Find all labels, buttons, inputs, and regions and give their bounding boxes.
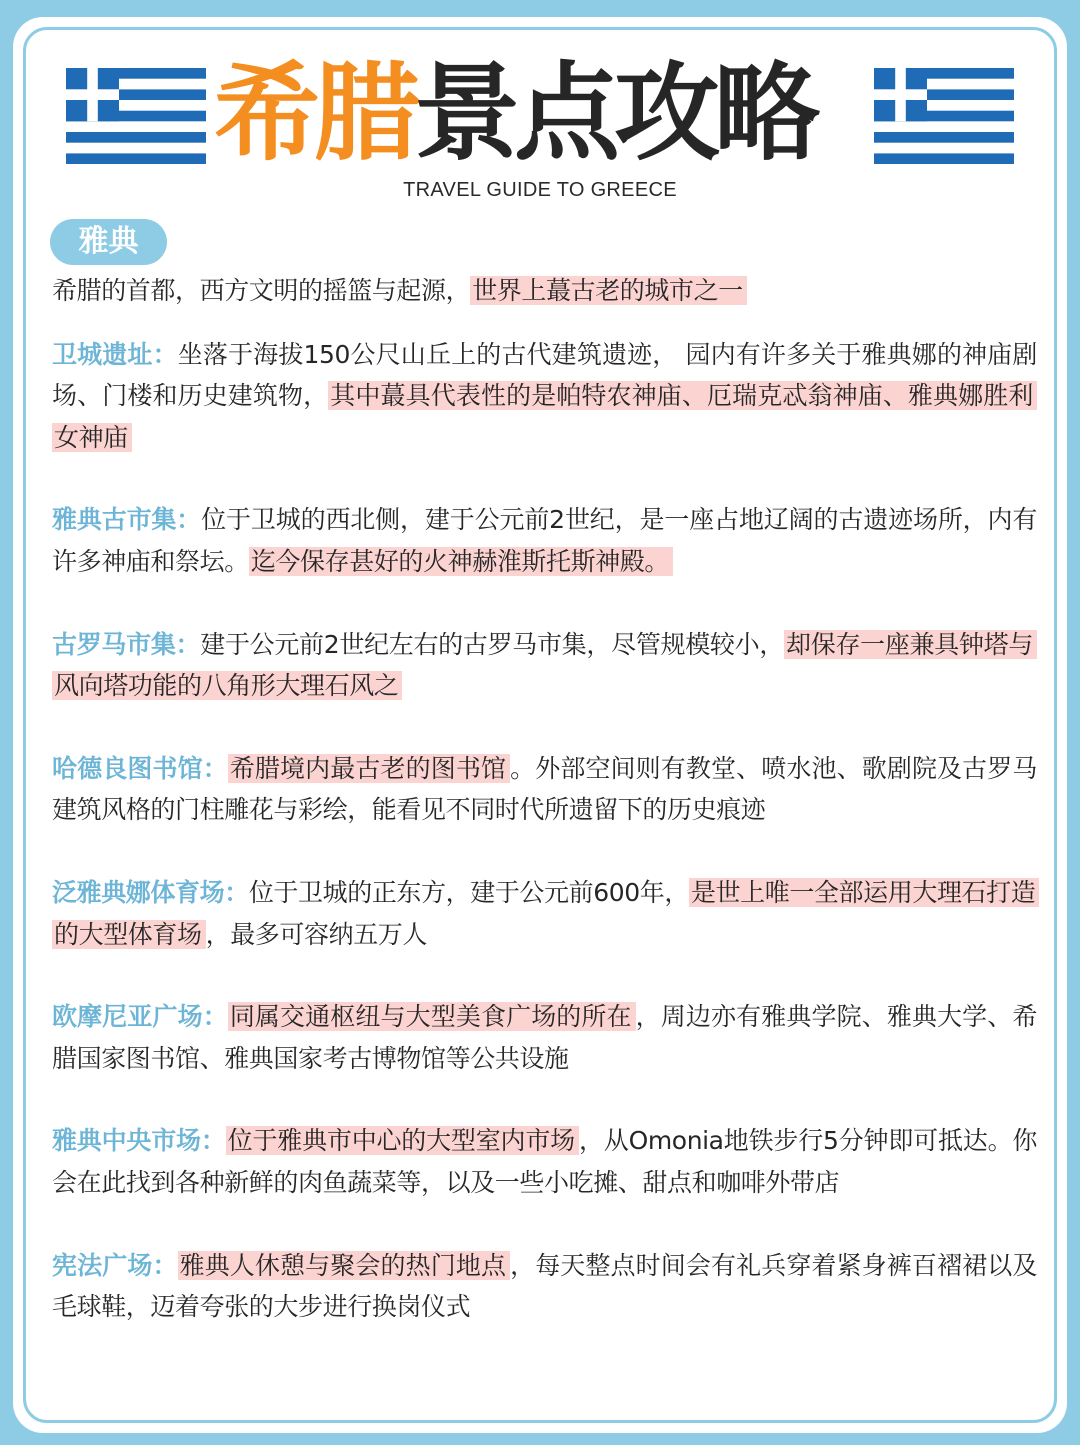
- attraction-text-after: ，周边亦有雅典学院、雅典大学、希腊国家图书馆、雅典国家考古博物馆等公共设施: [52, 1002, 1038, 1073]
- attraction-highlight: 却保存一座兼具钟塔与风向塔功能的八角形大理石风之: [52, 630, 1037, 701]
- attraction-name: 泛雅典娜体育场：: [52, 877, 249, 907]
- attraction-name: 古罗马市集：: [52, 629, 201, 659]
- attraction-entry: [52, 748, 1037, 831]
- greece-flag-icon: [66, 68, 206, 164]
- attraction-list: [52, 270, 1037, 1328]
- attraction-text: 位于卫城的西北侧，建于公元前2世纪，是一座占地辽阔的古遗迹场所，内有许多神庙和祭坛。: [52, 505, 1037, 576]
- attraction-entry: [52, 499, 1037, 582]
- attraction-entry: [52, 996, 1037, 1079]
- attraction-name: 卫城遗址：: [52, 339, 178, 369]
- greece-flag-icon: [874, 68, 1014, 164]
- attraction-entry: [52, 872, 1037, 955]
- attraction-text: 坐落于海拔150公尺山丘上的古代建筑遗迹， 园内有许多关于雅典娜的神庙剧场、门楼和历史建筑物，: [52, 339, 1037, 411]
- attraction-entry: [52, 334, 1037, 459]
- attraction-text-after: ，每天整点时间会有礼兵穿着紧身裤百褶裙以及毛球鞋，迈着夸张的大步进行换岗仪式: [52, 1250, 1037, 1322]
- attraction-name: 宪法广场：: [52, 1250, 178, 1280]
- attraction-entry: [52, 1120, 1037, 1203]
- page-title: [214, 52, 866, 176]
- attraction-highlight: 位于雅典市中心的大型室内市场: [226, 1126, 579, 1155]
- section-intro: [52, 270, 1037, 312]
- attraction-entry: [52, 624, 1037, 707]
- attraction-text-after: ，最多可容纳五万人: [205, 919, 428, 949]
- attraction-highlight: 迄今保存甚好的火神赫淮斯托斯神殿。: [249, 547, 673, 576]
- title-rest: 景点攻略: [414, 52, 814, 175]
- attraction-highlight: 同属交通枢纽与大型美食广场的所在: [228, 1002, 636, 1031]
- attraction-highlight: 希腊境内最古老的图书馆: [228, 754, 510, 783]
- page-subtitle: TRAVEL GUIDE TO GREECE: [403, 179, 677, 201]
- attraction-highlight: 其中蕞具代表性的是帕特农神庙、厄瑞克忒翁神庙、雅典娜胜利女神庙: [52, 381, 1037, 452]
- attraction-text-after: 。外部空间则有教堂、喷水池、歌剧院及古罗马建筑风格的门柱雕花与彩绘，能看见不同时代所遗留下的历史痕迹: [52, 753, 1038, 825]
- attraction-text-after: ，从Omonia地铁步行5分钟即可抵达。你会在此找到各种新鲜的肉鱼蔬菜等，以及一些小吃摊、甜点和咖啡外带店: [52, 1126, 1037, 1197]
- attraction-text: 建于公元前2世纪左右的古罗马市集，尽管规模较小，: [200, 629, 785, 659]
- title-highlight: 希腊: [214, 52, 414, 175]
- attraction-highlight: 雅典人休憩与聚会的热门地点: [178, 1251, 511, 1280]
- attraction-highlight: 是世上唯一全部运用大理石打造的大型体育场: [52, 878, 1039, 949]
- intro-highlight: 世界上蕞古老的城市之一: [470, 276, 747, 305]
- intro-text: 希腊的首都，西方文明的摇篮与起源，: [52, 276, 471, 305]
- attraction-name: 雅典中央市场：: [52, 1126, 226, 1156]
- attraction-entry: [52, 1245, 1037, 1328]
- attraction-text: 位于卫城的正东方，建于公元前600年，: [248, 877, 689, 907]
- section-tag-athens: 雅典: [50, 219, 167, 265]
- attraction-name: 雅典古市集：: [52, 505, 202, 535]
- attraction-name: 欧摩尼亚广场：: [52, 1002, 228, 1032]
- attraction-name: 哈德良图书馆：: [52, 753, 228, 783]
